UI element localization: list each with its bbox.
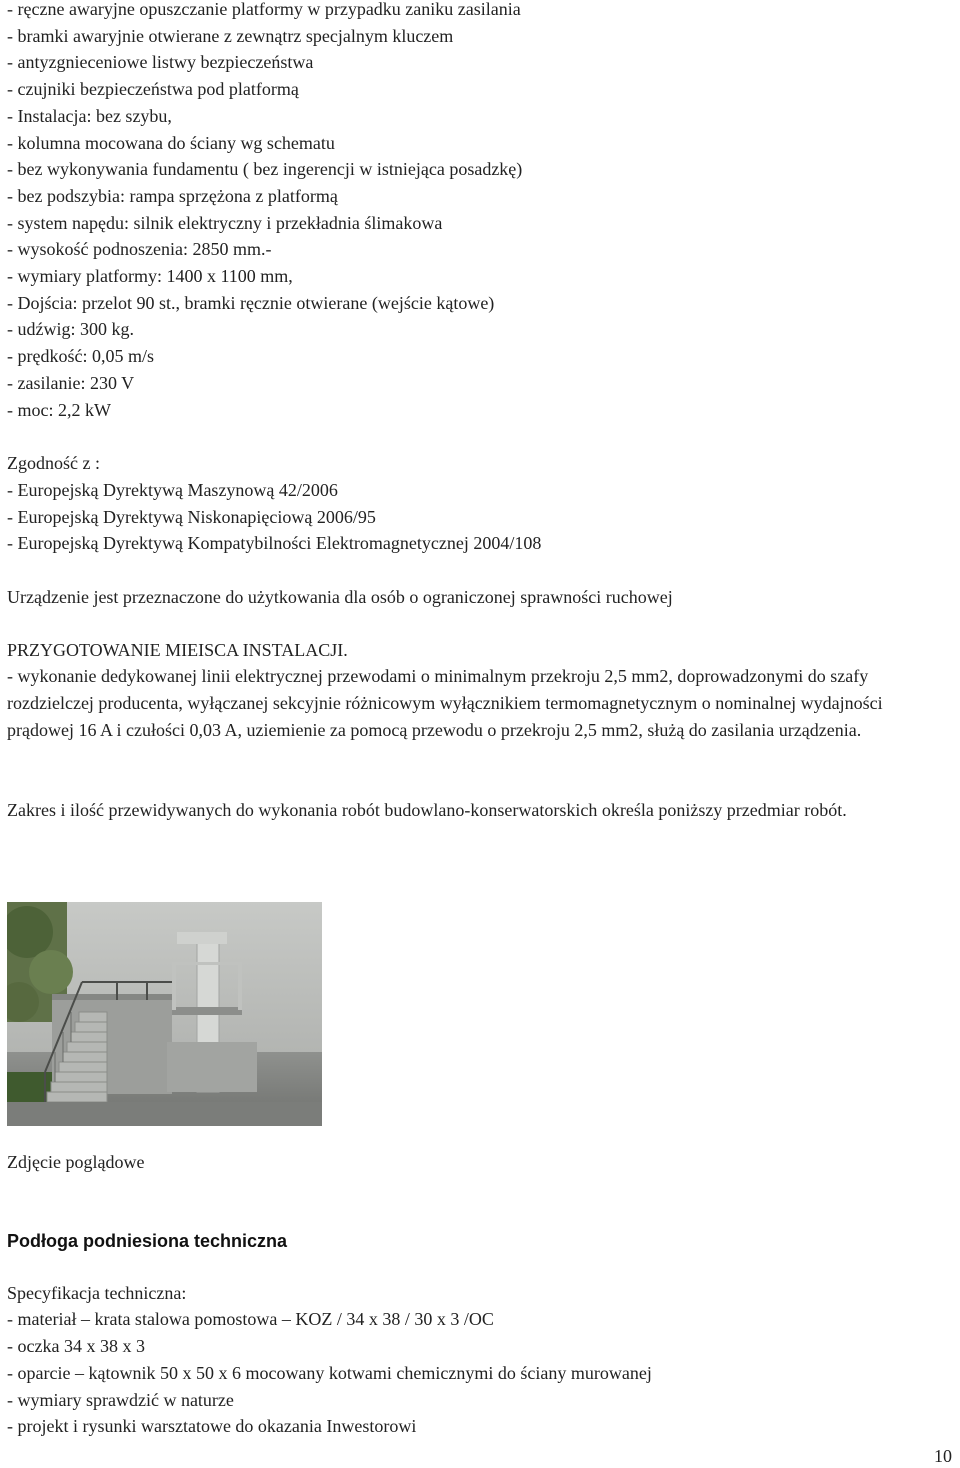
compliance-item: - Europejską Dyrektywą Kompatybilności Elektromagnetycznej 2004/108 (7, 533, 542, 554)
floor-spec-item: - oparcie – kątownik 50 x 50 x 6 mocowany kotwami chemicznymi do ściany murowanej (7, 1362, 652, 1383)
preparation-text: - wykonanie dedykowanej linii elektrycznej przewodami o minimalnym przekroju 2,5 mm2, doprowadzonymi do szafy rozdzielczej producenta, wyłączanej sekcyjnie różnicowym wyłącznikiem termomagnetycznym o nominalnej wydajności prądowej 16 A i czułości 0,03 A, uziemienie za pomocą przewodu o przekroju 2,5 mm2, służą do zasilania urządzenia. (7, 666, 883, 740)
spec-item: - ręczne awaryjne opuszczanie platformy w przypadku zaniku zasilania (7, 0, 521, 19)
compliance-section (7, 450, 947, 557)
platform-lift-illustration (7, 902, 322, 1126)
spec-item: - zasilanie: 230 V (7, 372, 135, 393)
floor-spec-item: - materiał – krata stalowa pomostowa – KOZ / 34 x 38 / 30 x 3 /OC (7, 1309, 494, 1330)
document-page (7, 0, 947, 823)
spec-list (7, 0, 947, 423)
spec-item: - prędkość: 0,05 m/s (7, 346, 154, 367)
spec-item: - bez wykonywania fundamentu ( bez ingerencji w istniejąca posadzkę) (7, 159, 523, 180)
lower-section (7, 1149, 937, 1440)
floor-spec-title: Specyfikacja techniczna: (7, 1282, 187, 1303)
spec-item: - moc: 2,2 kW (7, 399, 111, 420)
spec-item: - bramki awaryjnie otwierane z zewnątrz specjalnym kluczem (7, 25, 454, 46)
spec-item: - antyzgnieceniowe listwy bezpieczeństwa (7, 52, 314, 73)
preparation-section (7, 637, 947, 744)
floor-section-title: Podłoga podniesiona techniczna (7, 1230, 288, 1251)
spec-item: - system napędu: silnik elektryczny i przekładnia ślimakowa (7, 212, 443, 233)
photo-caption: Zdjęcie poglądowe (7, 1152, 145, 1172)
page-number: 10 (934, 1446, 952, 1466)
floor-spec-item: - oczka 34 x 38 x 3 (7, 1336, 145, 1357)
spec-item: - wysokość podnoszenia: 2850 mm.- (7, 239, 272, 260)
spec-item: - Dojścia: przelot 90 st., bramki ręcznie otwierane (wejście kątowe) (7, 292, 495, 313)
compliance-item: - Europejską Dyrektywą Niskonapięciową 2006/95 (7, 506, 376, 527)
spec-item: - wymiary platformy: 1400 x 1100 mm, (7, 266, 293, 287)
spec-item: - czujniki bezpieczeństwa pod platformą (7, 79, 299, 100)
spec-item: - Instalacja: bez szybu, (7, 105, 172, 126)
spec-item: - kolumna mocowana do ściany wg schematu (7, 132, 335, 153)
spec-item: - bez podszybia: rampa sprzężona z platformą (7, 185, 338, 206)
spec-item: - udźwig: 300 kg. (7, 319, 134, 340)
floor-spec-item: - projekt i rysunki warsztatowe do okazania Inwestorowi (7, 1416, 417, 1437)
floor-spec-item: - wymiary sprawdzić w naturze (7, 1389, 234, 1410)
purpose-paragraph: Urządzenie jest przeznaczone do użytkowania dla osób o ograniczonej sprawności ruchowej (7, 587, 673, 608)
preparation-title: PRZYGOTOWANIE MIEISCA INSTALACJI. (7, 639, 348, 660)
scope-paragraph: Zakres i ilość przewidywanych do wykonania robót budowlano-konserwatorskich określa poniższy przedmiar robót. (7, 799, 847, 820)
compliance-item: - Europejską Dyrektywą Maszynową 42/2006 (7, 479, 338, 500)
compliance-title: Zgodność z : (7, 453, 100, 474)
platform-lift-photo (7, 902, 322, 1126)
